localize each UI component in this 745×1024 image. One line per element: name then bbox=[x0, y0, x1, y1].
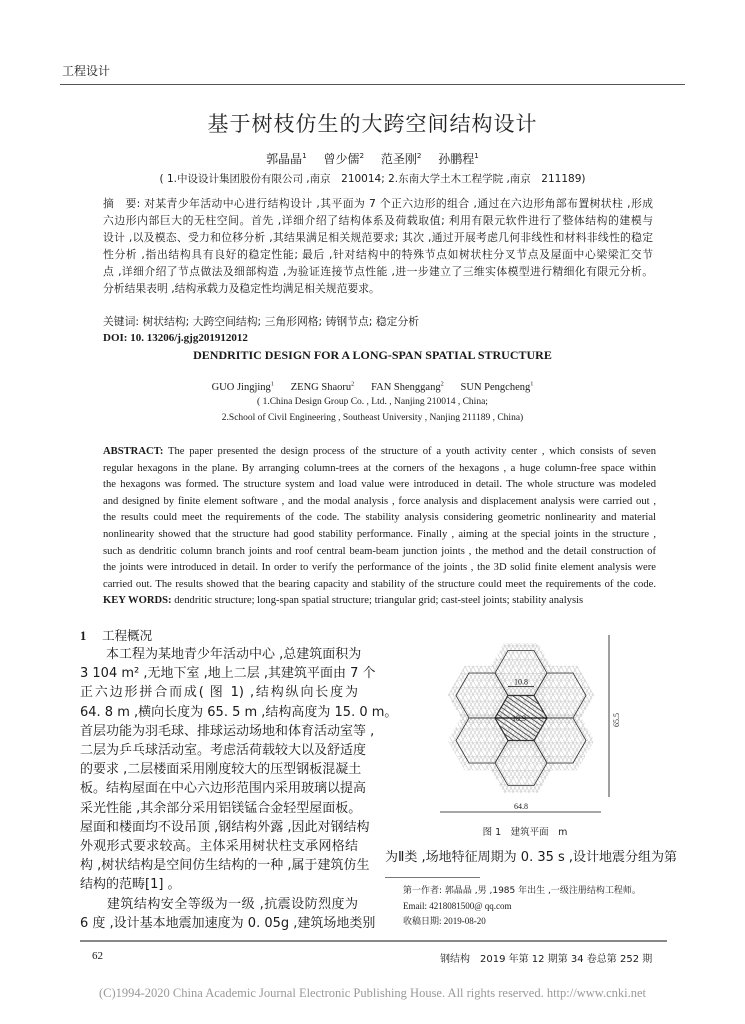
paragraph-line: 外观形式要求较高。主体采用树状柱支承网格结 bbox=[80, 839, 358, 855]
authors-en bbox=[0, 380, 745, 393]
author bbox=[381, 152, 422, 166]
body-text-left-column bbox=[80, 645, 398, 933]
abstract-line bbox=[103, 560, 656, 577]
abstract-text: 分析结果表明 ,结构承载力及稳定性均满足相关规范要求。 bbox=[103, 282, 380, 295]
abstract-text: regular hexagons in the plane. By arranging column-trees at the corners of the hexagons , a huge column-free space within bbox=[103, 462, 656, 474]
affiliation-marker: 1 bbox=[474, 151, 479, 160]
paragraph-line: 结构的范畴[1] 。 bbox=[80, 877, 181, 893]
abstract-text: The paper presented the design process of the structure of a youth activity center , which consists of seven bbox=[163, 446, 656, 457]
abstract-label: ABSTRACT: bbox=[103, 446, 164, 457]
author bbox=[212, 382, 274, 393]
abstract-line bbox=[103, 212, 653, 229]
abstract-line bbox=[103, 461, 656, 478]
abstract-en bbox=[103, 444, 656, 610]
footnote-line: 收稿日期: 2019-08-20 bbox=[403, 916, 486, 926]
keywords-label: KEY WORDS: bbox=[103, 595, 172, 607]
affiliation-marker: 2 bbox=[359, 151, 365, 160]
figure-1-building-plan bbox=[425, 625, 625, 820]
abstract-line bbox=[103, 195, 653, 212]
paragraph-line: 首层功能为羽毛球、排球运动场地和体育活动室等 , bbox=[80, 723, 375, 739]
author bbox=[266, 152, 307, 166]
abstract-line bbox=[103, 527, 656, 544]
journal-section-label: 工程设计 bbox=[62, 64, 111, 78]
abstract-text: the hexagons was formed. The structure system and load value were introduced in detail. The whole structure was modeled bbox=[103, 479, 656, 491]
abstract-cn bbox=[103, 195, 653, 297]
abstract-line bbox=[103, 263, 653, 280]
authors-cn bbox=[0, 150, 745, 167]
figure-caption: 图 1 建筑平面 m bbox=[482, 827, 568, 838]
abstract-line bbox=[103, 444, 656, 461]
abstract-text: nonlinearity showed that the structure had good stability performance. Finally , aiming at the special joints in the structure , bbox=[103, 528, 656, 540]
affiliation-cn: ( 1.中设设计集团股份有限公司 ,南京 210014; 2.东南大学土木工程学院 ,南京 211189) bbox=[159, 173, 586, 185]
abstract-text: 六边形内部巨大的无柱空间。首先 ,详细介绍了结构体系及荷载取值; 利用有限元软件进行了整体结构的建模与 bbox=[103, 214, 653, 227]
dimension-label-center: 18.9 bbox=[512, 714, 526, 723]
author bbox=[371, 382, 444, 393]
section-heading bbox=[80, 626, 152, 644]
paragraph-line: 的要求 ,二层楼面采用刚度较大的压型钢板混凝土 bbox=[80, 762, 362, 778]
section-number: 1 bbox=[80, 629, 87, 643]
keywords-en bbox=[103, 593, 656, 610]
author-name: 郭晶晶 bbox=[266, 152, 303, 166]
paragraph-line: 建筑结构安全等级为一级 ,抗震设防烈度为 bbox=[80, 896, 358, 912]
dimension-label-height: 65.5 bbox=[612, 713, 621, 727]
abstract-text: and designed by finite element software , and the modal analysis , force analysis and displacement analysis were carried out , bbox=[103, 495, 656, 507]
affiliation-marker: 2 bbox=[416, 151, 422, 160]
abstract-text: 性分析 ,指出结构具有良好的稳定性能; 最后 ,针对结构中的特殊节点如树状柱分叉节点及屋面中心梁梁汇交节 bbox=[103, 248, 653, 261]
abstract-text: such as dendritic column branch joints and roof central beam-beam junction joints , the method and the detail construction of bbox=[103, 545, 656, 557]
keywords-text: dendritic structure; long-span spatial structure; triangular grid; cast-steel joints; stability analysis bbox=[171, 595, 584, 607]
author-name: 范圣刚 bbox=[380, 152, 417, 166]
paragraph-line: 屋面和楼面均不设吊顶 ,钢结构外露 ,因此对钢结构 bbox=[80, 819, 370, 835]
paragraph-line: 6 度 ,设计基本地震加速度为 0. 05g ,建筑场地类别 bbox=[80, 915, 376, 931]
footer-divider bbox=[80, 940, 667, 942]
footnote-divider bbox=[385, 877, 480, 878]
copyright-notice: (C)1994-2020 China Academic Journal Electronic Publishing House. All rights reserved. http://www.cnki.net bbox=[98, 986, 646, 1000]
abstract-line bbox=[103, 280, 653, 297]
abstract-text: 点 ,详细介绍了节点做法及细部构造 ,为验证连接节点性能 ,进一步建立了三维实体模型进行精细化有限元分析。 bbox=[103, 265, 653, 278]
keywords-cn: 关键词: 树状结构; 大跨空间结构; 三角形网格; 铸钢节点; 稳定分析 bbox=[103, 315, 420, 328]
dimension-label-top: 10.8 bbox=[514, 677, 528, 687]
paragraph-line: 板。结构屋面在中心六边形范围内采用玻璃以提高 bbox=[80, 781, 367, 797]
paragraph-line: 正六边形拼合而成( 图 1) ,结构纵向长度为 bbox=[80, 685, 358, 701]
author-name: FAN Shenggang bbox=[371, 381, 441, 393]
header-divider bbox=[60, 84, 685, 85]
author-name: GUO Jingjing bbox=[211, 381, 271, 393]
dimension-label-width: 64.8 bbox=[514, 802, 528, 811]
paper-title-cn: 基于树枝仿生的大跨空间结构设计 bbox=[207, 112, 538, 136]
author bbox=[324, 152, 365, 166]
author-footnote bbox=[403, 884, 641, 929]
abstract-text: carried out. The results showed that the bearing capacity and stability of the structure could meet the requirements of the code. bbox=[103, 578, 656, 590]
abstract-line bbox=[103, 577, 656, 594]
affiliation-marker: 2 bbox=[351, 380, 355, 387]
body-text-right-column bbox=[385, 848, 678, 868]
doi: DOI: 10. 13206/j.gjg201912012 bbox=[103, 332, 248, 344]
affiliation-marker: 1 bbox=[530, 380, 534, 387]
abstract-text: the results could meet the requirements of the code. The stability analysis considering geometric nonlinearity and material bbox=[103, 512, 656, 524]
page-number: 62 bbox=[92, 950, 103, 962]
affiliation-marker: 1 bbox=[270, 380, 274, 387]
footnote-line: Email: 4218081500@ qq.com bbox=[403, 901, 512, 911]
journal-info: 钢结构 2019 年第 12 期第 34 卷总第 252 期 bbox=[440, 954, 653, 965]
paragraph-line: 构 ,树状结构是空间仿生结构的一种 ,属于建筑仿生 bbox=[80, 858, 370, 874]
author bbox=[461, 382, 534, 393]
affiliation-en-line: 2.School of Civil Engineering , Southeast University , Nanjing 211189 , China) bbox=[221, 413, 524, 423]
abstract-line bbox=[103, 246, 653, 263]
abstract-text: 对某青少年活动中心进行结构设计 ,其平面为 7 个正六边形的组合 ,通过在六边形角部布置树状柱 ,形成 bbox=[140, 197, 653, 210]
paragraph-line: 二层为乒乓球活动室。考虑活荷载较大以及舒适度 bbox=[80, 743, 367, 759]
abstract-line bbox=[103, 510, 656, 527]
paragraph-line: 本工程为某地青少年活动中心 ,总建筑面积为 bbox=[80, 647, 362, 662]
paragraph-line: 采光性能 ,其余部分采用铝镁锰合金轻型屋面板。 bbox=[80, 800, 362, 816]
abstract-line bbox=[103, 229, 653, 246]
author bbox=[291, 382, 355, 393]
abstract-line bbox=[103, 544, 656, 561]
affiliation-marker: 1 bbox=[302, 151, 307, 160]
affiliation-en-line: ( 1.China Design Group Co. , Ltd. , Nanjing 210014 , China; bbox=[257, 397, 488, 407]
paragraph-line: 3 104 m² ,无地下室 ,地上二层 ,其建筑平面由 7 个 bbox=[80, 666, 376, 682]
section-title: 工程概况 bbox=[102, 628, 153, 643]
abstract-label: 摘 要: bbox=[103, 197, 141, 210]
author bbox=[438, 152, 479, 166]
abstract-text: 设计 ,以及模态、受力和位移分析 ,其结果满足相关规范要求; 其次 ,通过开展考虑几何非线性和材料非线性的稳定 bbox=[103, 231, 653, 244]
paragraph-line: 64. 8 m ,横向长度为 65. 5 m ,结构高度为 15. 0 m。 bbox=[80, 704, 398, 720]
author-name: 曾少儒 bbox=[323, 152, 360, 166]
author-name: ZENG Shaoru bbox=[290, 381, 352, 393]
abstract-line bbox=[103, 477, 656, 494]
affiliation-marker: 2 bbox=[440, 380, 444, 387]
author-name: 孙鹏程 bbox=[438, 152, 475, 166]
paper-title-en: DENDRITIC DESIGN FOR A LONG-SPAN SPATIAL STRUCTURE bbox=[193, 348, 552, 362]
author-name: SUN Pengcheng bbox=[460, 381, 531, 393]
abstract-line bbox=[103, 494, 656, 511]
abstract-text: the joints were introduced in detail. In order to verify the performance of the joints , the 3D solid finite element analysis were bbox=[103, 562, 656, 574]
paragraph-line: 为Ⅱ类 ,场地特征周期为 0. 35 s ,设计地震分组为第 bbox=[385, 850, 678, 865]
footnote-line: 第一作者: 郭晶晶 ,男 ,1985 年出生 ,一级注册结构工程师。 bbox=[403, 886, 641, 896]
